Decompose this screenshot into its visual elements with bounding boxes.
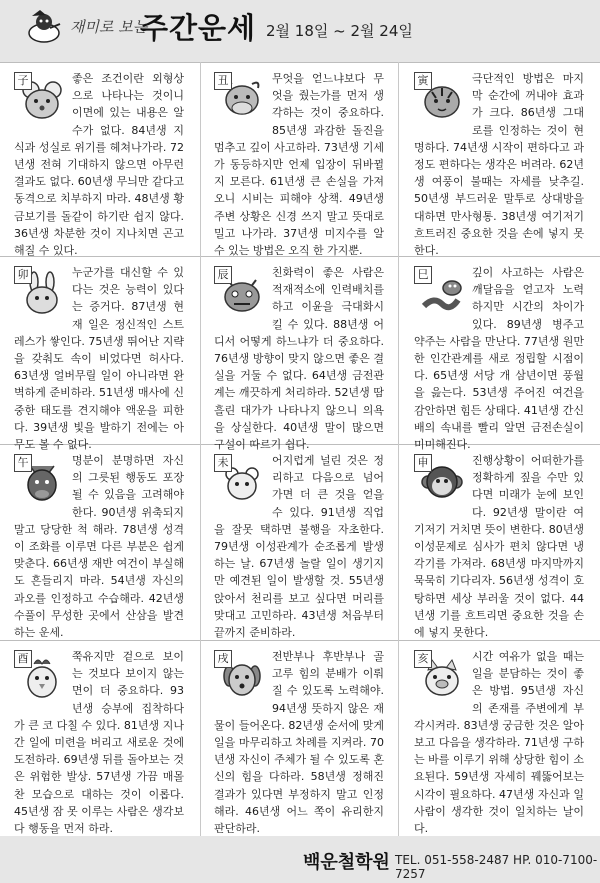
fortune-text: 누군가를 대신할 수 있다는 것은 능력이 있다는 증거다. 87년생 현재 일은 정신적인 스트레스가 쌓인다. 75년생 뛰어난 지략을 갖춰도 속이 비었다면 허사다. 63년생 얼버무릴 일이 아니라면 완벽하게 준비하라. 51년생 매사에 신중한 태도를 견지해야 액운을 피한다. 39년생 빛을 발하기 전에는 아무도 볼 수 없다. [14,266,184,452]
zodiac-figure [214,650,266,702]
zodiac-symbol: 丑 [214,72,232,90]
fortune-text: 좋은 조건이란 외형상으로 나타나는 것이니 이면에 있는 내용은 알 수가 없다. 84년생 지식과 성실로 위기를 헤쳐나가라. 72년생 전혀 기대하지 않으면 아무런 결과도 없다. 60년생 무늬만 같다고 동격으로 치부하지 마라. 48년생 황금보기를 돌같이 하기란 쉽지 않다. 36년생 차분한 것이 지나치면 곤고해질 수 있다. [14,72,184,258]
zodiac-symbol: 巳 [414,266,432,284]
zodiac-figure [14,454,66,506]
zodiac-figure [214,266,266,318]
fortune-text: 극단적인 방법은 마지막 순간에 꺼내야 효과가 크다. 86년생 그대로를 인정하는 것이 현명하다. 74년생 시작이 편하다고 과정도 편하다는 생각은 버려라. 62년생 여풍이 불때는 자세를 낮추길. 50년생 부드러운 말투로 상대방을 대하면 만사형통. 38년생 여기저기 흐트러진 중요한 것을 손에 넣지 못한다. [414,72,584,258]
fortune-cell-horse [14,452,184,640]
academy-name: 백운철학원 [303,852,390,873]
fortune-text: 명분이 분명하면 자신의 그릇된 행동도 포장될 수 있음을 고려해야 한다. 90년생 위축되지 말고 당당한 척 해라. 78년생 성격이 조화를 이루면 다른 부분은 쉽게 맞춘다. 66년생 재반 여건이 부실해도 흔들리지 마라. 54년생 자신의 과오를 인정하고 수습해라. 42년생 수풀이 무성한 곳에서 산삼을 발견하는 운세. [14,454,184,640]
fortune-cell-pig [414,648,584,836]
grid-divider [200,62,201,836]
fortune-text: 무엇을 얻느냐보다 무엇을 줬는가를 먼저 생각하는 것이 중요하다. 85년생 과감한 돌진을 멈추고 깊이 사고하라. 73년생 기세가 동등하지만 언제 입장이 뒤바뀔지 모른다. 61년생 큰 손실을 가져오니 시비는 피해야 상책. 49년생 주변 상황은 신경 쓰지 말고 뜻대로 밀고 나가라. 37년생 미지수를 알 수 있는 방법은 오직 한 가지뿐. [214,72,384,258]
zodiac-symbol: 寅 [414,72,432,90]
date-range: 2월 18일 ~ 2월 24일 [266,22,413,40]
fortune-text: 진행상황이 어떠한가를 정확하게 짚을 수만 있다면 미래가 눈에 보인다. 92년생 말이란 여기저기 거치면 뜻이 변한다. 80년생 이성문제로 심사가 편치 않다면 냉각기를 가져라. 68년생 마지막까지 묵묵히 기다리자. 56년생 성격이 호탕하면 세상 부러울 것이 없다. 44년생 기를 흐트리면 중요한 것을 손에 넣지 못한다. [414,454,584,640]
zodiac-figure [414,72,466,124]
fortune-cell-rooster [14,648,184,836]
fortune-text: 어지럽게 널린 것은 정리하고 다음으로 넘어가면 더 큰 것을 얻을 수 있다. 91년생 직업을 잘못 택하면 불행을 자초한다. 79년생 이성관계가 순조롭게 발생하는 날. 67년생 놀랄 일이 생기지만 예견된 일이 발생할 것. 55년생 앉아서 천리를 보고 싶다면 머리를 맞대고 고민하라. 43년생 처음부터 끝까지 준비하라. [214,454,384,640]
zodiac-figure [14,266,66,318]
page-header [0,0,600,62]
fortune-text: 깊이 사고하는 사람은 깨달음을 얻고자 노력하지만 시간의 차이가 있다. 89년생 병주고 약주는 사람을 만난다. 77년생 원만한 인간관계를 새로 정립할 시점이다. 65년생 서당 개 삼년이면 풍월을 읊는다. 53년생 주어진 여건을 감안하면 힘든 상태다. 41년생 간신배의 속내를 빨리 알면 금전손실이 미미해진다. [414,266,584,452]
fortune-teller-logo-icon [24,6,64,46]
zodiac-figure [414,650,466,702]
zodiac-symbol: 辰 [214,266,232,284]
fortune-text: 쭉유지만 겉으로 보이는 것보다 보이지 않는 면이 더 중요하다. 93년생 승부에 집착하다가 큰 코 다칠 수 있다. 81년생 지나간 일에 미련을 버리고 새로운 것에 도전하라. 69년생 뒤를 돌아보는 것은 위험한 발상. 57년생 가끔 매몰찬 모습으로 대하는 것이 이롭다. 45년생 잠 못 이루는 사람은 생각보다 행동을 먼저 하라. [14,650,184,836]
fortune-cell-tiger [414,70,584,258]
contact-info: TEL. 051-558-2487 HP. 010-7100-7257 [395,853,598,881]
zodiac-symbol: 申 [414,454,432,472]
zodiac-figure [214,454,266,506]
header-title: 주간운세 [140,11,257,45]
fortune-cell-sheep [214,452,384,640]
zodiac-figure [14,650,66,702]
fortune-cell-rabbit [14,264,184,452]
zodiac-symbol: 卯 [14,266,32,284]
zodiac-figure [414,454,466,506]
zodiac-symbol: 未 [214,454,232,472]
fortune-cell-ox [214,70,384,258]
fortune-cell-dragon [214,264,384,452]
grid-divider [0,62,600,63]
fortune-cell-rat [14,70,184,258]
zodiac-symbol: 戌 [214,650,232,668]
zodiac-figure [414,266,466,318]
zodiac-symbol: 子 [14,72,32,90]
header-subtitle: 재미로 보는 [70,18,148,36]
zodiac-figure [214,72,266,124]
fortune-cell-snake [414,264,584,452]
fortune-text: 전반부나 후반부나 골고루 힘의 분배가 이뤄질 수 있도록 노력해야. 94년생 뜻하지 않은 재물이 들어온다. 82년생 순서에 맞게 일을 마무리하고 차례를 지켜라. 70년생 자신이 주체가 될 수 있도록 혼신의 힘을 다하라. 58년생 정해진 결과가 있다면 부정하지 말고 인정해라. 46년생 어느 쪽이 유리한지 판단하라. [214,650,384,836]
zodiac-symbol: 酉 [14,650,32,668]
zodiac-symbol: 午 [14,454,32,472]
fortune-text: 시간 여유가 없을 때는 일을 분담하는 것이 좋은 방법. 95년생 자신의 존재를 주변에게 부각시켜라. 83년생 궁금한 것은 알아보고 다음을 생각하라. 71년생 구하는 바를 이루기 위해 상당한 힘이 소요된다. 59년생 자세히 꿰뚫어보는 시각이 필요하다. 47년생 자신과 일 사람이 생각한 것이 일치하는 날이다. [414,650,584,836]
fortune-cell-dog [214,648,384,836]
grid-divider [398,62,399,836]
zodiac-symbol: 亥 [414,650,432,668]
fortune-text: 친화력이 좋은 사람은 적재적소에 인력배치를 하고 이윤을 극대화시킬 수 있다. 88년생 어디서 어떻게 하느냐가 더 중요하다. 76년생 방향이 맞지 않으면 좋은 결실을 거둘 수 없다. 64년생 금전관계는 깨끗하게 처리하라. 52년생 땀흘린 대가가 나타나지 않으니 의욕을 상실한다. 40년생 말이 많으면 구설이 따르기 쉽다. [214,266,384,452]
zodiac-figure [14,72,66,124]
fortune-cell-monkey [414,452,584,640]
page-footer [0,836,600,883]
